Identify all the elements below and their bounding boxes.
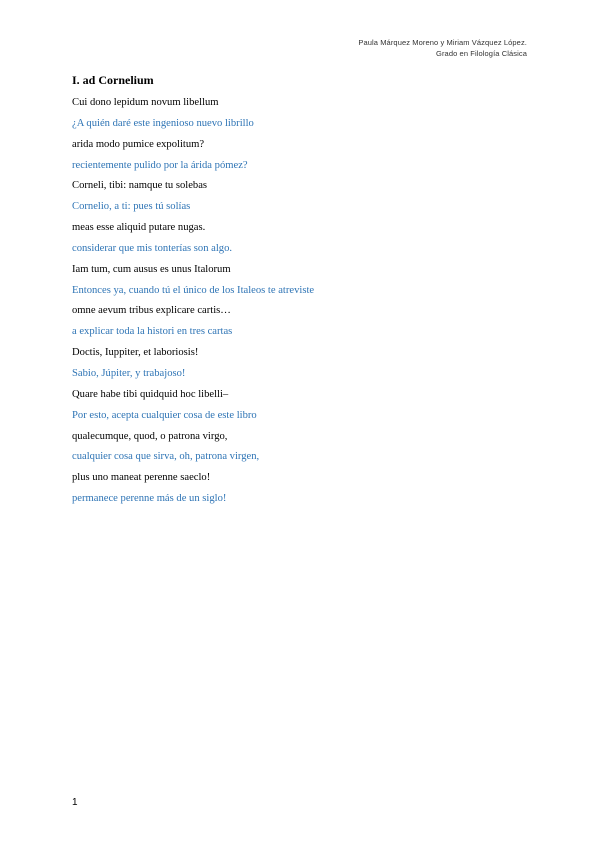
page-header: [127, 37, 527, 59]
latin-verse: Iam tum, cum ausus es unus Italorum: [72, 263, 231, 275]
latin-verse: Corneli, tibi: namque tu solebas: [72, 180, 208, 192]
poem-verses: [72, 93, 532, 510]
page-number: 1: [72, 797, 78, 808]
document-body: [72, 72, 532, 510]
latin-verse: qualecumque, quod, o patrona virgo,: [72, 430, 228, 442]
spanish-translation: cualquier cosa que sirva, oh, patrona virgen,: [72, 451, 260, 463]
poem-title: I. ad Cornelium: [72, 73, 154, 87]
spanish-translation: recientemente pulido por la árida pómez?: [72, 159, 248, 171]
spanish-translation: Por esto, acepta cualquier cosa de este libro: [72, 409, 257, 421]
latin-verse: arida modo pumice expolitum?: [72, 138, 205, 150]
latin-verse: meas esse aliquid putare nugas.: [72, 222, 206, 234]
latin-verse: plus uno maneat perenne saeclo!: [72, 472, 211, 484]
latin-verse: omne aevum tribus explicare cartis…: [72, 305, 231, 317]
spanish-translation: Entonces ya, cuando tú el único de los Italeos te atreviste: [72, 284, 315, 296]
latin-verse: Cui dono lepidum novum libellum: [72, 97, 219, 108]
spanish-translation: considerar que mis tonterías son algo.: [72, 242, 233, 254]
spanish-translation: permanece perenne más de un siglo!: [72, 493, 227, 505]
spanish-translation: ¿A quién daré este ingenioso nuevo librillo: [72, 117, 254, 129]
spanish-translation: a explicar toda la histori en tres cartas: [72, 326, 233, 338]
spanish-translation: Cornelio, a ti: pues tú solías: [72, 201, 191, 213]
latin-verse: Doctis, Iuppiter, et laboriosis!: [72, 347, 199, 359]
header-degree: Grado en Filología Clásica: [436, 49, 527, 58]
latin-verse: Quare habe tibi quidquid hoc libelli–: [72, 388, 229, 400]
spanish-translation: Sabio, Júpiter, y trabajoso!: [72, 367, 186, 379]
header-authors: Paula Márquez Moreno y Miriam Vázquez López.: [358, 38, 527, 47]
